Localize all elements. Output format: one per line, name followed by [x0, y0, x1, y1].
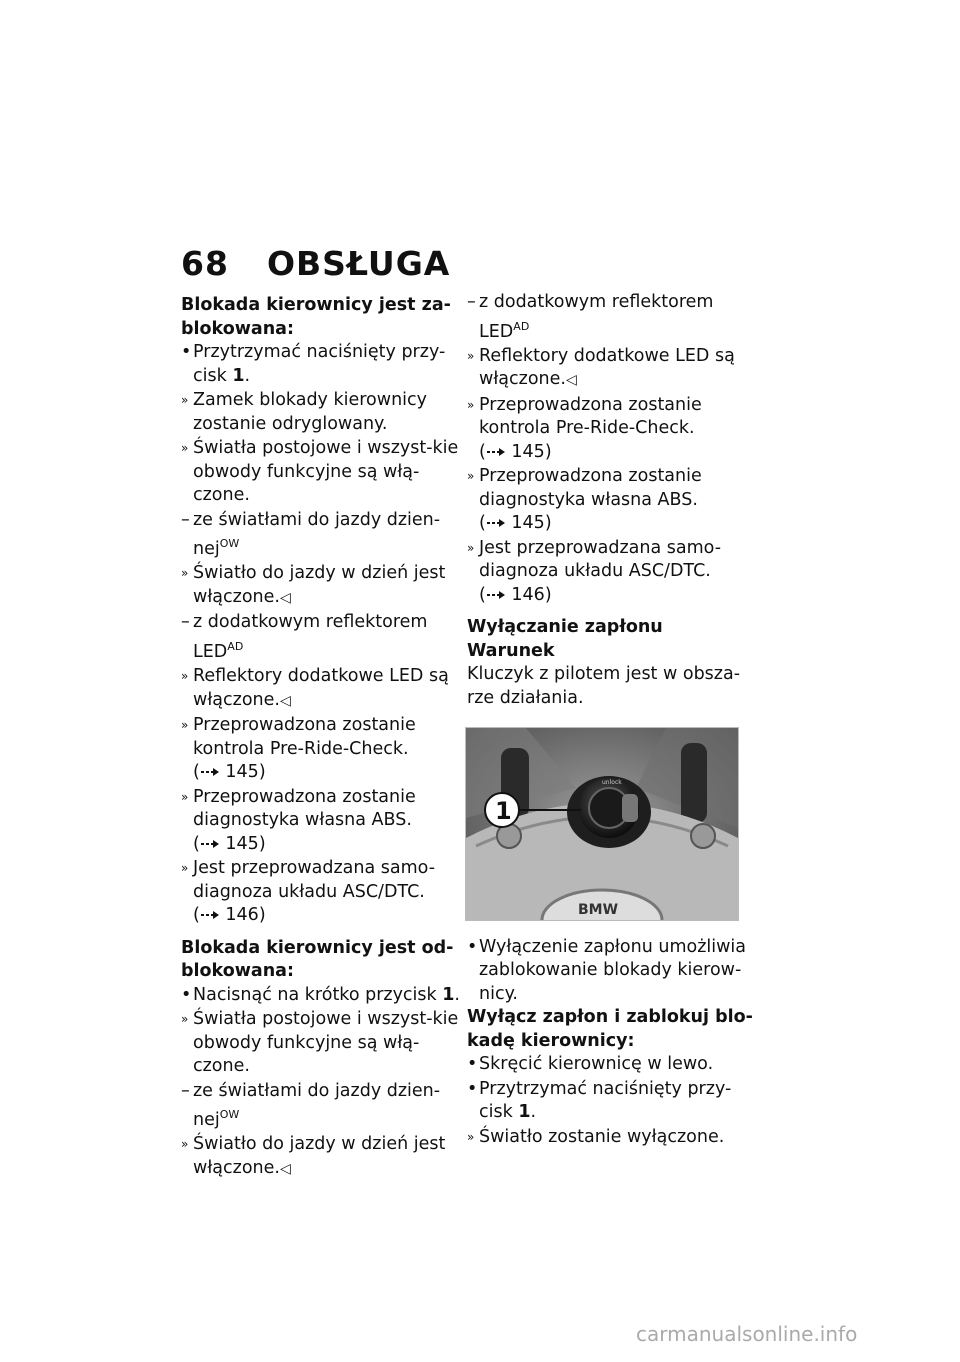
page-ref-number: 145	[225, 833, 259, 854]
svg-text:unlock: unlock	[602, 779, 622, 787]
item-text: Światło do jazdy w dzień jest włączone.◁	[193, 1134, 446, 1178]
page-ref-arrow-icon	[486, 447, 506, 457]
page-ref-number: 146	[225, 905, 259, 926]
bullet-item	[467, 936, 757, 1007]
condition-item	[181, 1080, 471, 1133]
bullet-item	[467, 1078, 757, 1125]
result-arrow-icon: »	[467, 540, 475, 555]
equipment-code: AD	[513, 319, 530, 333]
dash-marker-icon: –	[181, 1080, 190, 1101]
result-item	[181, 562, 471, 610]
result-item	[181, 437, 471, 508]
item-text: Skręcić kierownicę w lewo.	[479, 1054, 714, 1075]
item-text: ze światłami do jazdy dzien-nej$^{OW}$	[193, 1080, 441, 1130]
right-block-lock	[467, 1053, 757, 1149]
button-ref: 1	[518, 1102, 531, 1123]
button-ref: 1	[232, 365, 245, 386]
bullet-item	[467, 1053, 757, 1077]
item-text: Przytrzymać naciśnięty przy-cisk 1.	[479, 1078, 732, 1123]
result-item	[467, 345, 757, 393]
result-item	[467, 465, 757, 536]
section-title: OBSŁUGA	[266, 244, 451, 283]
result-item	[181, 786, 471, 857]
dash-marker-icon: –	[181, 612, 190, 633]
bullet-marker-icon: •	[467, 1054, 478, 1075]
result-arrow-icon: »	[467, 397, 475, 412]
heading-ignition-off: Wyłączanie zapłonu	[467, 617, 663, 638]
item-text: Zamek blokady kierownicy zostanie odryglowany.	[193, 390, 428, 434]
result-arrow-icon: »	[181, 718, 189, 733]
page-reference[interactable]: ( 145)	[479, 441, 552, 462]
item-text: Przeprowadzona zostanie kontrola Pre-Ride-Check. ( 145)	[479, 394, 702, 462]
page-number: 68	[181, 244, 229, 283]
condition-item	[467, 291, 757, 344]
page-reference[interactable]: ( 146)	[479, 584, 552, 605]
page-reference[interactable]: ( 145)	[479, 513, 552, 534]
result-arrow-icon: »	[467, 469, 475, 484]
figure-logo: BMW	[578, 902, 619, 919]
result-arrow-icon: »	[181, 669, 189, 684]
bullet-item	[181, 984, 471, 1008]
page-reference[interactable]: ( 145)	[193, 762, 266, 783]
result-item	[181, 389, 471, 436]
item-text: Światło zostanie wyłączone.	[479, 1126, 725, 1147]
end-marker-icon: ◁	[279, 692, 291, 709]
page-ref-arrow-icon	[200, 910, 220, 920]
left-block-unlocked	[181, 984, 471, 1182]
item-text: Światła postojowe i wszyst-kie obwody funkcyjne są włą-czone.	[193, 1009, 459, 1077]
item-text: Przeprowadzona zostanie diagnostyka własna ABS. ( 145)	[193, 786, 416, 854]
dash-marker-icon: –	[467, 292, 476, 312]
condition-text: Kluczyk z pilotem jest w obsza-rze działania.	[467, 664, 741, 708]
end-marker-icon: ◁	[279, 1160, 291, 1177]
result-arrow-icon: »	[467, 348, 475, 363]
result-item	[467, 537, 757, 608]
result-item	[181, 1133, 471, 1181]
result-arrow-icon: »	[181, 393, 189, 407]
item-text: Przeprowadzona zostanie kontrola Pre-Ride-Check. ( 145)	[193, 715, 416, 783]
item-text: Jest przeprowadzana samo-diagnoza układu ASC/DTC. ( 146)	[479, 537, 722, 605]
page-ref-number: 146	[511, 584, 545, 605]
condition-item	[181, 509, 471, 562]
heading-locked: Blokada kierownicy jest za-blokowana:	[181, 295, 451, 339]
result-item	[181, 665, 471, 713]
button-ref: 1	[442, 984, 455, 1005]
item-text: Nacisnąć na krótko przycisk 1.	[193, 984, 460, 1005]
page-reference[interactable]: ( 145)	[193, 833, 266, 854]
item-text: Przytrzymać naciśnięty przy-cisk 1.	[193, 342, 446, 386]
left-block-locked	[181, 341, 471, 928]
page-ref-arrow-icon	[486, 518, 506, 528]
page-header	[181, 244, 450, 283]
result-arrow-icon: »	[181, 789, 189, 804]
result-item	[467, 394, 757, 465]
result-arrow-icon: »	[467, 1129, 475, 1144]
watermark: carmanualsonline.info	[636, 1322, 858, 1346]
page-ref-arrow-icon	[200, 767, 220, 777]
page-ref-arrow-icon	[200, 839, 220, 849]
result-arrow-icon: »	[181, 441, 189, 455]
dash-marker-icon: –	[181, 509, 190, 530]
page-reference[interactable]: ( 146)	[193, 905, 266, 926]
equipment-code: OW	[219, 537, 240, 550]
result-arrow-icon: »	[181, 861, 189, 876]
condition-item	[181, 611, 471, 664]
page-ref-arrow-icon	[486, 590, 506, 600]
bullet-marker-icon: •	[467, 1078, 478, 1099]
item-text: Reflektory dodatkowe LED są włączone.◁	[193, 666, 449, 710]
result-item	[467, 1126, 757, 1150]
result-arrow-icon: »	[181, 1137, 189, 1152]
page-ref-number: 145	[225, 762, 259, 783]
result-arrow-icon: »	[181, 1012, 189, 1027]
item-text: z dodatkowym reflektorem $LED^{AD}$	[479, 292, 714, 342]
equipment-code: AD	[227, 639, 244, 653]
left-column	[181, 294, 471, 1181]
heading-lock: Wyłącz zapłon i zablokuj blo-kadę kierownicy:	[467, 1007, 753, 1051]
right-block-note	[467, 936, 757, 1007]
bullet-item	[181, 341, 471, 388]
bullet-marker-icon: •	[467, 936, 478, 957]
result-item	[181, 857, 471, 928]
item-text: Światła postojowe i wszyst-kie obwody funkcyjne są włą-czone.	[193, 438, 459, 505]
end-marker-icon: ◁	[565, 372, 577, 389]
end-marker-icon: ◁	[279, 589, 291, 606]
result-item	[181, 1008, 471, 1079]
figure-callout: 1	[495, 797, 512, 826]
right-block-continued	[467, 291, 757, 607]
item-text: Światło do jazdy w dzień jest włączone.◁	[193, 563, 446, 607]
item-text: Przeprowadzona zostanie diagnostyka własna ABS. ( 145)	[479, 466, 702, 534]
bullet-marker-icon: •	[181, 342, 192, 362]
ignition-switch-figure	[465, 727, 739, 921]
item-text: Reflektory dodatkowe LED są włączone.◁	[479, 345, 735, 390]
item-text: z dodatkowym reflektorem $LED^{AD}$	[193, 612, 428, 662]
item-text: Jest przeprowadzana samo-diagnoza układu ASC/DTC. ( 146)	[193, 858, 436, 926]
heading-condition: Warunek	[467, 640, 555, 661]
right-column	[467, 291, 757, 1149]
page-ref-number: 145	[511, 513, 545, 534]
page-ref-number: 145	[511, 441, 545, 462]
bullet-marker-icon: •	[181, 984, 192, 1005]
equipment-code: OW	[219, 1108, 240, 1122]
result-item	[181, 714, 471, 785]
result-arrow-icon: »	[181, 566, 189, 581]
item-text: Wyłączenie zapłonu umożliwia zablokowanie blokady kierow-nicy.	[479, 936, 747, 1004]
item-text: ze światłami do jazdy dzien-nej$^{OW}$	[193, 509, 441, 559]
heading-unlocked: Blokada kierownicy jest od-blokowana:	[181, 937, 454, 982]
